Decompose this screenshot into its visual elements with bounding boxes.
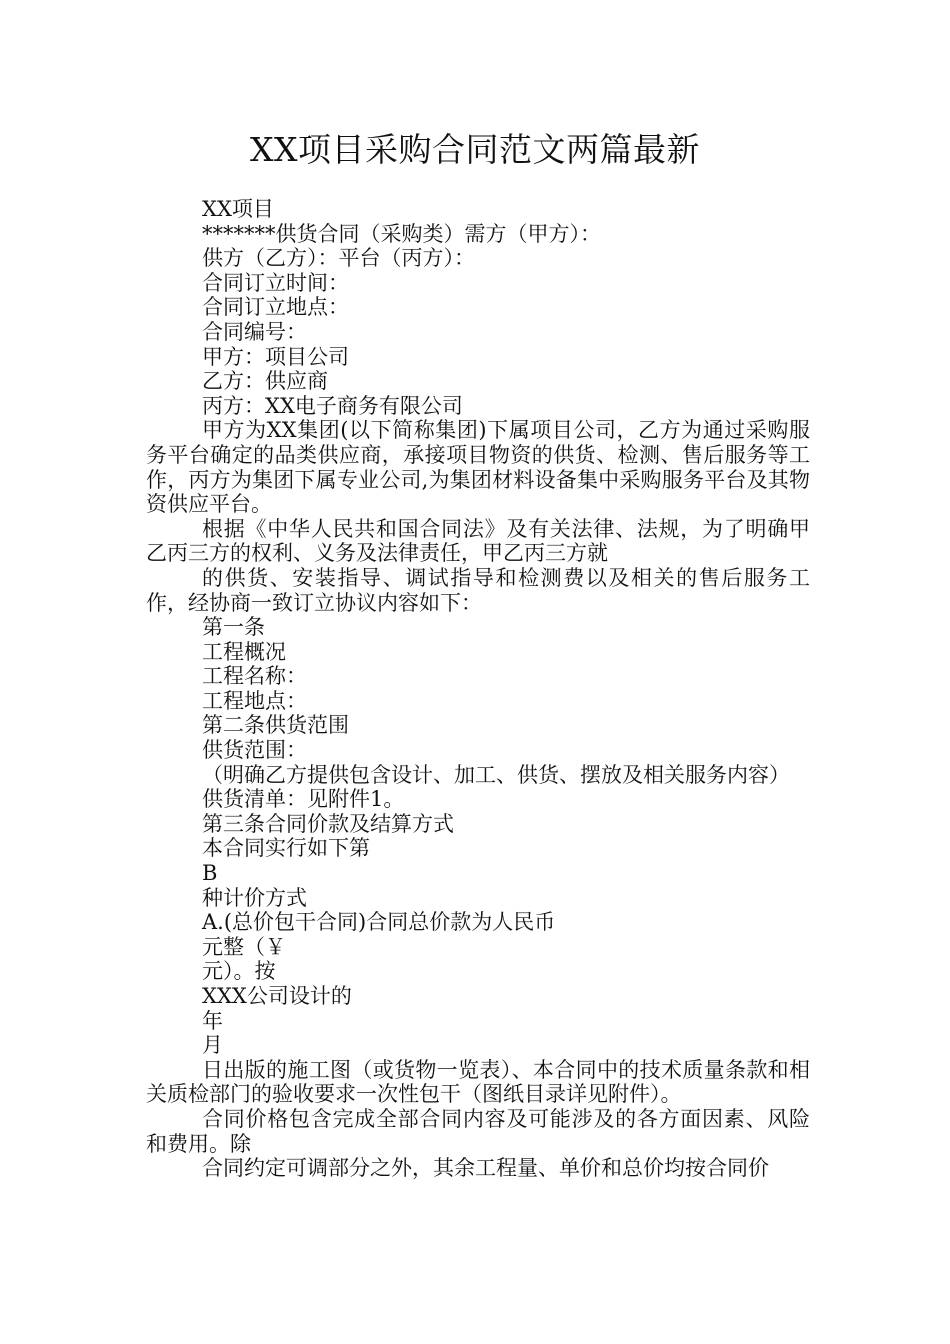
paragraph: 工程地点： [202, 688, 307, 713]
paragraph: 供方（乙方）：平台（丙方）： [202, 246, 475, 271]
paragraph: 日出版的施工图（或货物一览表）、本合同中的技术质量条款和相关质检部门的验收要求一次性包干（图纸目录详见附件）。 [146, 1057, 810, 1107]
paragraph: （明确乙方提供包含设计、加工、供货、摆放及相关服务内容） [202, 762, 790, 787]
paragraph: 本合同实行如下第 [202, 836, 370, 861]
paragraph: XX项目 [202, 197, 274, 221]
paragraph: 元）。按 [202, 959, 276, 984]
paragraph: 乙方：供应商 [202, 369, 328, 394]
paragraph: 工程名称： [202, 664, 307, 689]
paragraph: 元整（￥ [202, 934, 286, 959]
paragraph: 甲方：项目公司 [202, 344, 349, 369]
paragraph: 的供货、安装指导、调试指导和检测费以及相关的售后服务工作，经协商一致订立协议内容如下： [146, 565, 810, 615]
paragraph: 根据《中华人民共和国合同法》及有关法律、法规，为了明确甲乙丙三方的权利、义务及法律责任，甲乙丙三方就 [146, 516, 810, 566]
paragraph: 工程概况 [202, 639, 286, 664]
paragraph: 供货范围： [202, 738, 307, 763]
paragraph: 合同订立时间： [202, 270, 349, 295]
paragraph: B [202, 861, 218, 886]
document-title: XX项目采购合同范文两篇最新 [250, 130, 700, 169]
paragraph: 丙方：XX电子商务有限公司 [202, 393, 463, 418]
paragraph: 第一条 [202, 615, 265, 640]
document-body [146, 197, 810, 1181]
paragraph: 第二条供货范围 [202, 713, 349, 738]
paragraph: 合同编号： [202, 319, 307, 344]
paragraph: A.(总价包干合同)合同总价款为人民币 [202, 910, 556, 935]
paragraph: 第三条合同价款及结算方式 [202, 811, 454, 836]
paragraph: 合同订立地点： [202, 295, 349, 320]
paragraph: XXX公司设计的 [202, 984, 352, 1008]
paragraph: 合同价格包含完成全部合同内容及可能涉及的各方面因素、风险和费用。除 [146, 1106, 810, 1156]
paragraph: 合同约定可调部分之外，其余工程量、单价和总价均按合同价 [202, 1156, 769, 1181]
paragraph: 年 [202, 1008, 223, 1033]
paragraph: 种计价方式 [202, 885, 307, 910]
paragraph: *******供货合同（采购类）需方（甲方）： [202, 221, 601, 246]
paragraph: 月 [202, 1033, 223, 1058]
paragraph: 供货清单：见附件1。 [202, 787, 405, 812]
paragraph: 甲方为XX集团(以下简称集团)下属项目公司，乙方为通过采购服务平台确定的品类供应商，承接项目物资的供货、检测、售后服务等工作，丙方为集团下属专业公司,为集团材料设备集中采购服务平台及其物资供应平台。 [146, 418, 810, 517]
